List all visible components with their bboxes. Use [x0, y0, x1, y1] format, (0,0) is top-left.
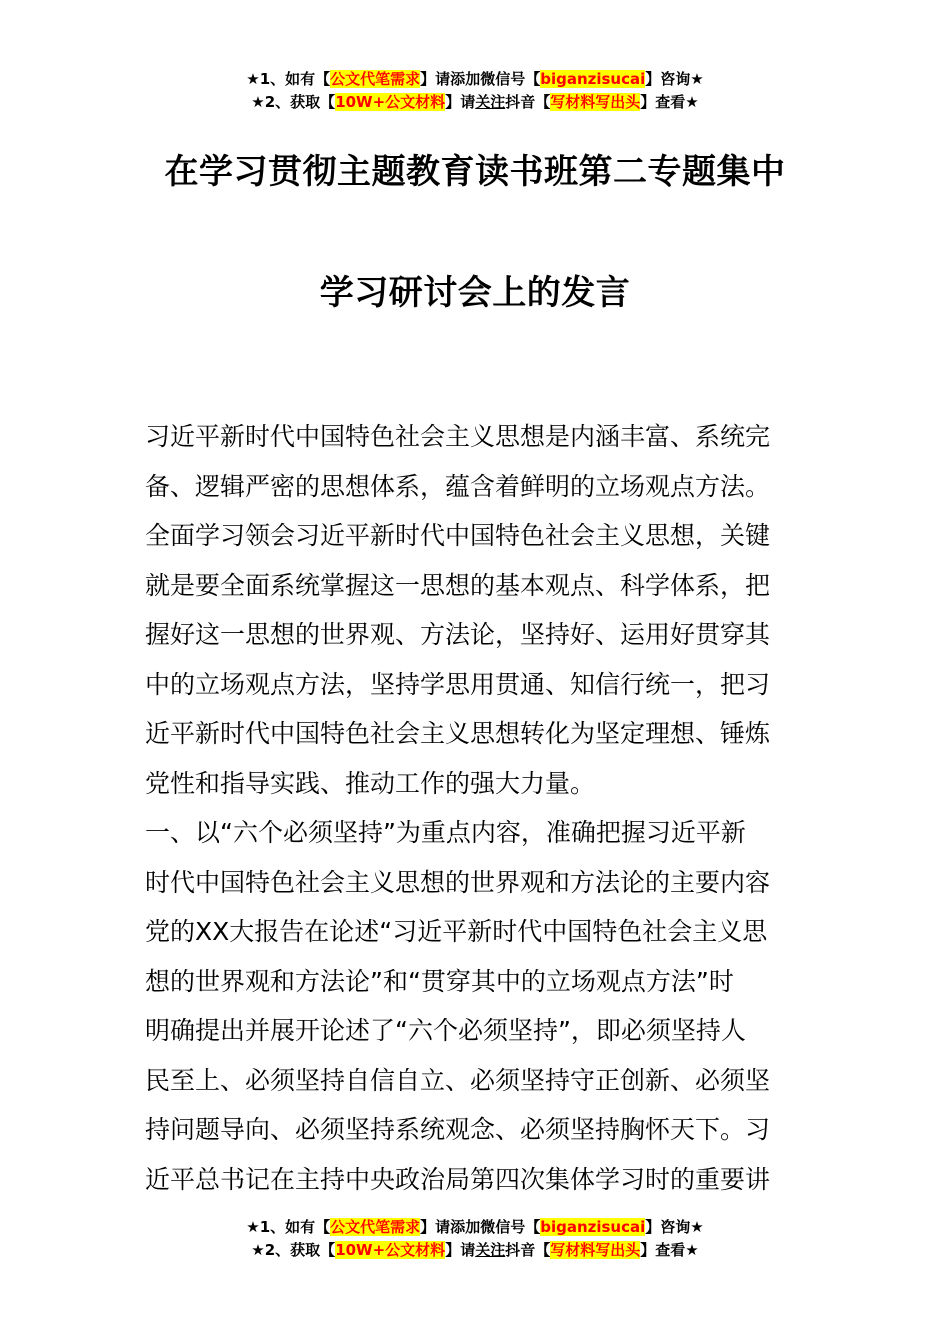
ad-line-1-suffix: 】咨询★ [645, 70, 704, 88]
body-line: 备、逻辑严密的思想体系，蕴含着鲜明的立场观点方法。 [145, 471, 771, 501]
document-title-line-2: 学习研讨会上的发言 [319, 273, 631, 313]
ad-highlight-douyin-account: 写材料写出头 [550, 1241, 641, 1259]
body-line: 中的立场观点方法，坚持学思用贯通、知信行统一，把习 [145, 669, 771, 699]
section-heading: 一、以“六个必须坚持”为重点内容，准确把握习近平新 [145, 818, 746, 847]
body-line: 握好这一思想的世界观、方法论，坚持好、运用好贯穿其 [145, 620, 771, 649]
ad-line-2-suffix: 】查看★ [640, 1241, 699, 1259]
body-line: 全面学习领会习近平新时代中国特色社会主义思想，关键 [145, 521, 771, 550]
ad-line-2-middle2: 抖音【 [505, 93, 551, 111]
ad-line-1-prefix: ★1、如有【 [246, 1218, 331, 1236]
ad-line-2-emph: 关注 [475, 93, 506, 111]
body-line: 就是要全面系统掌握这一思想的基本观点、科学体系，把 [145, 570, 771, 600]
ad-line-2-middle: 】请 [445, 1241, 476, 1259]
body-line: 想的世界观和方法论”和“贯穿其中的立场观点方法”时 [145, 966, 734, 996]
ad-line-1-middle2: 微信号【 [480, 70, 541, 88]
body-line: 党性和指导实践、推动工作的强大力量。 [145, 768, 596, 798]
ad-line-2-prefix: ★2、获取【 [251, 93, 336, 111]
ad-line-2-middle2: 抖音【 [505, 1241, 551, 1259]
body-line: 明确提出并展开论述了“六个必须坚持”，即必须坚持人 [145, 1016, 746, 1045]
ad-line-1 [0, 68, 950, 91]
ad-highlight-materials: 10W+公文材料 [335, 1241, 446, 1259]
ad-line-1 [0, 1216, 950, 1239]
body-line: 持问题导向、必须坚持系统观念、必须坚持胸怀天下。习 [145, 1115, 771, 1144]
ad-highlight-ghostwriting: 公文代笔需求 [330, 70, 421, 88]
ad-highlight-wechat-id: biganzisucai [540, 1218, 646, 1236]
ad-highlight-douyin-account: 写材料写出头 [550, 93, 641, 111]
body-line: 习近平新时代中国特色社会主义思想是内涵丰富、系统完 [145, 422, 771, 451]
ad-line-2 [0, 1239, 950, 1262]
ad-line-2-suffix: 】查看★ [640, 93, 699, 111]
bottom-ad-banner [0, 1216, 950, 1262]
ad-line-2-middle: 】请 [445, 93, 476, 111]
ad-line-2-prefix: ★2、获取【 [251, 1241, 336, 1259]
ad-highlight-materials: 10W+公文材料 [335, 93, 446, 111]
ad-line-1-emph: 加 [465, 70, 481, 88]
ad-highlight-wechat-id: biganzisucai [540, 70, 646, 88]
body-line: 近平新时代中国特色社会主义思想转化为坚定理想、锤炼 [145, 719, 771, 748]
document-title-line-1: 在学习贯彻主题教育读书班第二专题集中 [164, 152, 786, 192]
ad-line-1-middle: 】请添 [420, 70, 466, 88]
body-line: 民至上、必须坚持自信自立、必须坚持守正创新、必须坚 [145, 1065, 771, 1095]
section-heading: 时代中国特色社会主义思想的世界观和方法论的主要内容 [145, 867, 771, 897]
body-line: 党的XX大报告在论述“习近平新时代中国特色社会主义思 [145, 917, 768, 946]
body-line: 近平总书记在主持中央政治局第四次集体学习时的重要讲 [145, 1164, 771, 1194]
ad-line-1-middle: 】请添 [420, 1218, 466, 1236]
ad-line-2 [0, 91, 950, 114]
ad-line-1-emph: 加 [465, 1218, 481, 1236]
ad-line-1-suffix: 】咨询★ [645, 1218, 704, 1236]
ad-line-2-emph: 关注 [475, 1241, 506, 1259]
ad-line-1-prefix: ★1、如有【 [246, 70, 331, 88]
document-body [145, 412, 807, 1204]
ad-highlight-ghostwriting: 公文代笔需求 [330, 1218, 421, 1236]
ad-line-1-middle2: 微信号【 [480, 1218, 541, 1236]
top-ad-banner [0, 68, 950, 114]
